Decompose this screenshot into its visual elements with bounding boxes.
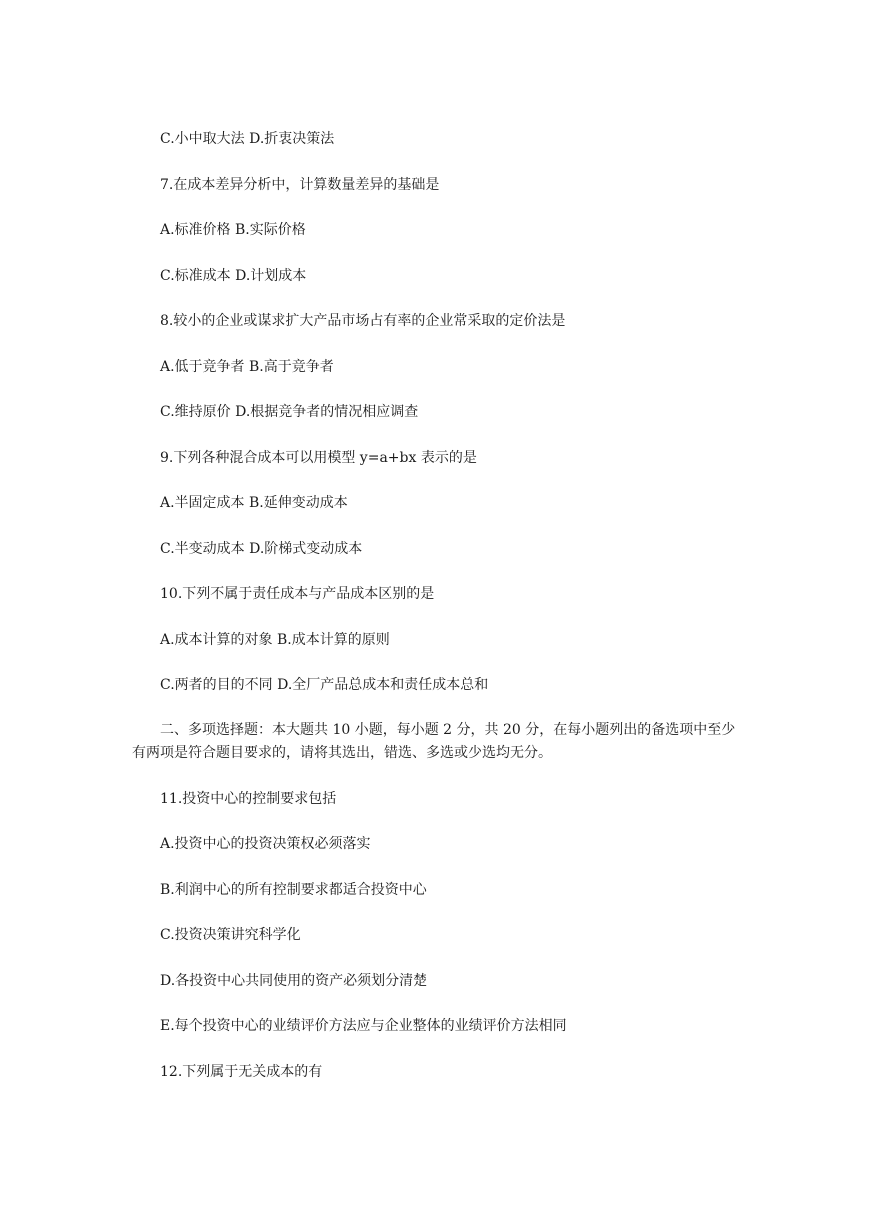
question-10: 10.下列不属于责任成本与产品成本区别的是: [160, 586, 435, 602]
answer-option-c-q11: C.投资决策讲究科学化: [160, 927, 301, 943]
answer-option-b-q11: B.利润中心的所有控制要求都适合投资中心: [160, 882, 427, 898]
answer-options-c-d-q9: C.半变动成本 D.阶梯式变动成本: [160, 541, 363, 557]
answer-option-e-q11: E.每个投资中心的业绩评价方法应与企业整体的业绩评价方法相同: [160, 1018, 567, 1034]
answer-options-c-d-q10: C.两者的目的不同 D.全厂产品总成本和责任成本总和: [160, 677, 489, 693]
answer-options-a-b-q9: A.半固定成本 B.延伸变动成本: [160, 495, 348, 511]
section-heading-multiple-choice: 二、多项选择题：本大题共 10 小题，每小题 2 分，共 20 分，在每小题列出的备选项中至少有两项是符合题目要求的，请将其选出，错选、多选或少选均无分。: [132, 722, 736, 761]
answer-options-c-d-q6: C.小中取大法 D.折衷决策法: [160, 131, 335, 147]
question-8: 8.较小的企业或谋求扩大产品市场占有率的企业常采取的定价法是: [160, 313, 566, 329]
answer-options-c-d-q7: C.标准成本 D.计划成本: [160, 268, 307, 284]
question-7: 7.在成本差异分析中，计算数量差异的基础是: [160, 177, 440, 193]
question-9: 9.下列各种混合成本可以用模型 y=a+bx 表示的是: [160, 450, 477, 466]
answer-options-a-b-q10: A.成本计算的对象 B.成本计算的原则: [160, 632, 390, 648]
answer-option-a-q11: A.投资中心的投资决策权必须落实: [160, 836, 371, 852]
answer-option-d-q11: D.各投资中心共同使用的资产必须划分清楚: [160, 973, 428, 989]
question-11: 11.投资中心的控制要求包括: [160, 791, 337, 807]
question-12: 12.下列属于无关成本的有: [160, 1064, 323, 1080]
answer-options-a-b-q8: A.低于竞争者 B.高于竞争者: [160, 359, 334, 375]
answer-options-c-d-q8: C.维持原价 D.根据竞争者的情况相应调查: [160, 404, 419, 420]
answer-options-a-b-q7: A.标准价格 B.实际价格: [160, 222, 306, 238]
